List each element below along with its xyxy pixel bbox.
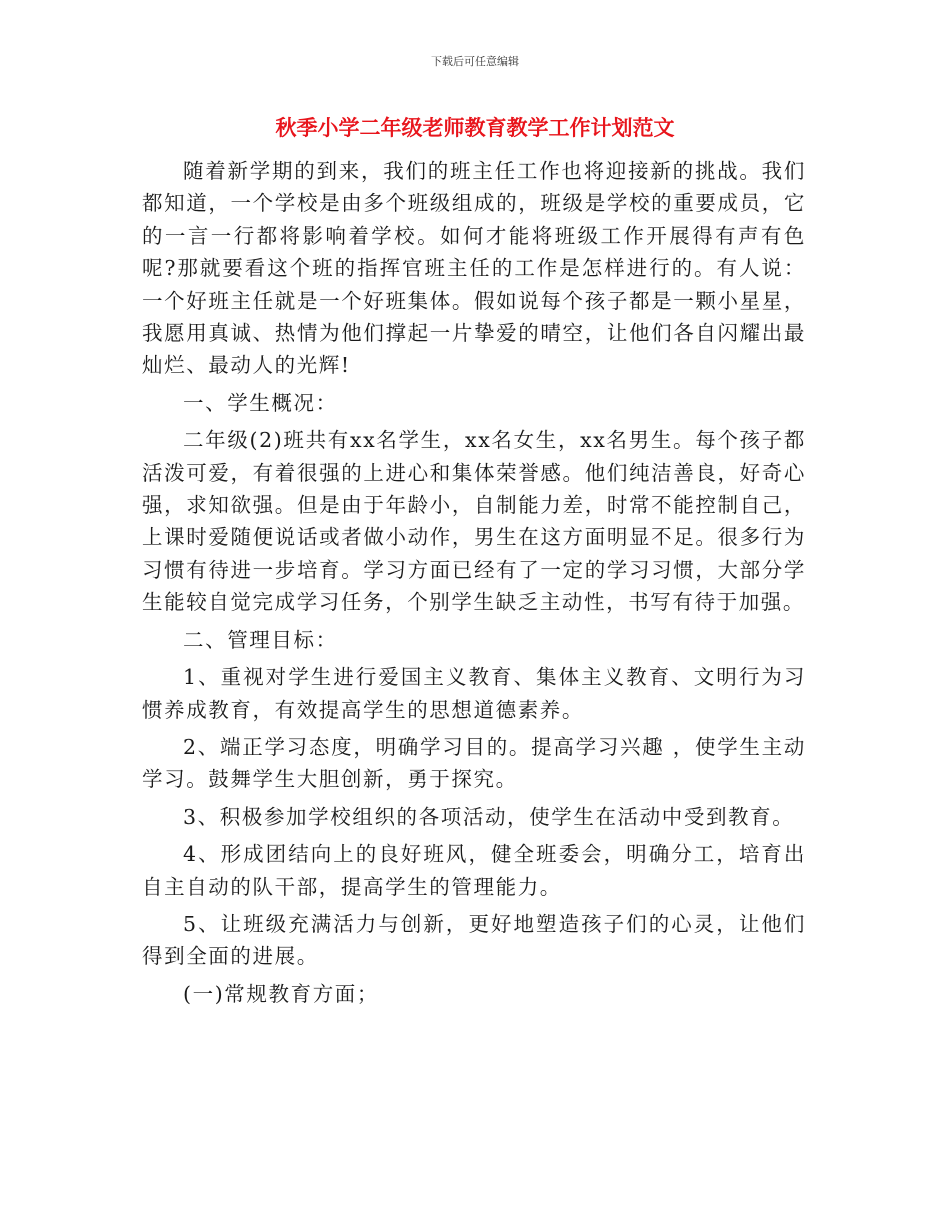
goal-item-1: 1、重视对学生进行爱国主义教育、集体主义教育、文明行为习惯养成教育，有效提高学生的思想道德素养。 <box>142 665 806 722</box>
paragraph-intro: 随着新学期的到来，我们的班主任工作也将迎接新的挑战。我们都知道，一个学校是由多个班级组成的，班级是学校的重要成员，它的一言一行都将影响着学校。如何才能将班级工作开展得有声有色呢?那就要看这个班的指挥官班主任的工作是怎样进行的。有人说：一个好班主任就是一个好班集体。假如说每个孩子都是一颗小星星，我愿用真诚、热情为他们撑起一片挚爱的晴空，让他们各自闪耀出最灿烂、最动人的光辉! <box>142 159 806 378</box>
document-body <box>142 155 806 1010</box>
header-note: 下载后可任意编辑 <box>431 55 519 68</box>
goal-item-2: 2、端正学习态度，明确学习目的。提高学习兴趣 ，使学生主动学习。鼓舞学生大胆创新，勇于探究。 <box>142 734 806 792</box>
section-heading-students: 一、学生概况： <box>183 390 338 415</box>
subsection-heading-routine: (一)常规教育方面； <box>183 981 379 1006</box>
goal-item-3: 3、积极参加学校组织的各项活动，使学生在活动中受到教育。 <box>183 804 795 829</box>
goal-item-5: 5、让班级充满活力与创新，更好地塑造孩子们的心灵，让他们得到全面的进展。 <box>142 911 806 969</box>
paragraph-students: 二年级(2)班共有xx名学生，xx名女生，xx名男生。每个孩子都活泼可爱，有着很强的上进心和集体荣誉感。他们纯洁善良，好奇心强，求知欲强。但是由于年龄小，自制能力差，时常不能控制自己，上课时爱随便说话或者做小动作，男生在这方面明显不足。很多行为习惯有待进一步培育。学习方面已经有了一定的学习习惯，大部分学生能较自觉完成学习任务，个别学生缺乏主动性，书写有待于加强。 <box>142 428 806 615</box>
goal-item-4: 4、形成团结向上的良好班风，健全班委会，明确分工，培育出自主自动的队干部，提高学生的管理能力。 <box>142 842 806 899</box>
document-title: 秋季小学二年级老师教育教学工作计划范文 <box>275 116 675 140</box>
section-heading-goals: 二、管理目标： <box>183 627 338 652</box>
